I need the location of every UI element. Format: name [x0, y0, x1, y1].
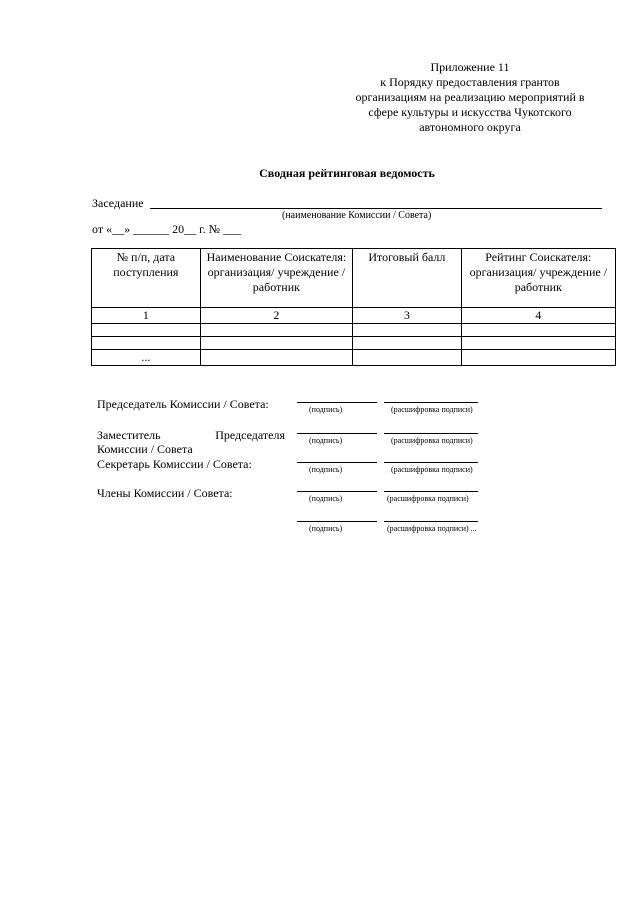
table-cell	[92, 324, 201, 337]
column-number: 4	[461, 308, 615, 324]
meeting-name-field	[150, 208, 602, 209]
secretary-signature-hint: (подпись)	[309, 465, 343, 474]
chairman-signature-hint: (подпись)	[309, 405, 343, 414]
table-cell	[200, 350, 352, 366]
table-cell	[200, 324, 352, 337]
appendix-line: к Порядку предоставления грантов	[380, 75, 560, 89]
header-number-date: № п/п, дата поступления	[92, 249, 201, 308]
chairman-signature-line	[297, 402, 377, 403]
header-applicant-name: Наименование Соискателя: организация/ учреждение / работник	[200, 249, 352, 308]
appendix-line: автономного округа	[419, 120, 521, 134]
meeting-name-hint: (наименование Комиссии / Совета)	[282, 210, 432, 221]
table-cell	[92, 337, 201, 350]
member-signature-line	[297, 491, 377, 492]
table-cell	[461, 337, 615, 350]
chairman-decoding-line	[384, 402, 478, 403]
member-decoding-hint-last: (расшифровка подписи) ...	[387, 524, 477, 533]
table-cell	[461, 350, 615, 366]
table-cell	[353, 337, 462, 350]
appendix-header	[330, 60, 610, 135]
column-number: 1	[92, 308, 201, 324]
secretary-decoding-line	[384, 462, 478, 463]
meeting-date-line: от «__» ______ 20__ г. № ___	[92, 222, 242, 236]
table-cell-ellipsis: ...	[92, 350, 201, 366]
member-signature-hint: (подпись)	[309, 494, 343, 503]
header-applicant-rating: Рейтинг Соискателя: организация/ учреждение / работник	[461, 249, 615, 308]
secretary-label: Секретарь Комиссии / Совета:	[97, 457, 252, 471]
member-signature-hint: (подпись)	[309, 524, 343, 533]
header-total-score: Итоговый балл	[353, 249, 462, 308]
appendix-line: Приложение 11	[430, 60, 510, 74]
chairman-decoding-hint: (расшифровка подписи)	[391, 405, 473, 414]
appendix-line: сфере культуры и искусства Чукотского	[368, 105, 572, 119]
table-row	[92, 324, 616, 337]
deputy-label-word: Председателя	[215, 428, 285, 442]
members-label: Члены Комиссии / Совета:	[97, 486, 233, 500]
table-cell	[353, 350, 462, 366]
table-header-row	[92, 249, 616, 308]
deputy-label-line2: Комиссии / Совета	[97, 442, 193, 456]
column-number: 3	[353, 308, 462, 324]
chairman-label: Председатель Комиссии / Совета:	[97, 397, 269, 411]
member-signature-line	[297, 521, 377, 522]
table-row-numbers	[92, 308, 616, 324]
table-row	[92, 337, 616, 350]
meeting-label: Заседание	[92, 196, 144, 210]
deputy-signature-hint: (подпись)	[309, 436, 343, 445]
secretary-signature-line	[297, 462, 377, 463]
member-decoding-line	[384, 521, 478, 522]
table-cell	[200, 337, 352, 350]
member-decoding-line	[384, 491, 478, 492]
deputy-decoding-line	[384, 433, 478, 434]
deputy-label-line1	[97, 428, 285, 442]
document-title: Сводная рейтинговая ведомость	[259, 166, 435, 180]
deputy-decoding-hint: (расшифровка подписи)	[391, 436, 473, 445]
deputy-label-word: Заместитель	[97, 428, 161, 442]
rating-table	[91, 248, 616, 366]
secretary-decoding-hint: (расшифровка подписи)	[391, 465, 473, 474]
table-row	[92, 350, 616, 366]
member-decoding-hint: (расшифровка подписи)	[387, 494, 469, 503]
table-cell	[353, 324, 462, 337]
appendix-line: организациям на реализацию мероприятий в	[355, 90, 585, 104]
column-number: 2	[200, 308, 352, 324]
table-cell	[461, 324, 615, 337]
deputy-signature-line	[297, 433, 377, 434]
